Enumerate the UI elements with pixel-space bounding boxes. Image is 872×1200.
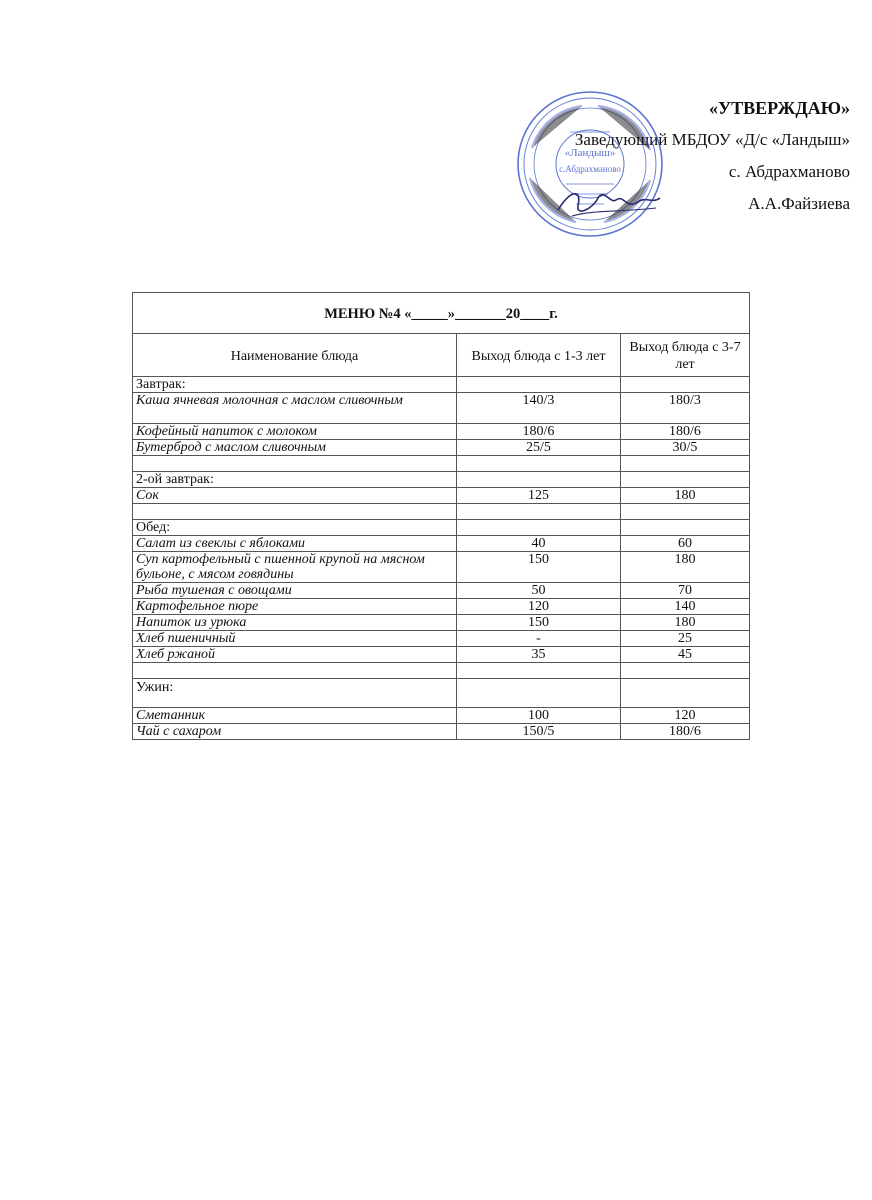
section-row xyxy=(133,377,750,393)
table-row xyxy=(133,724,750,740)
dish-name: Сок xyxy=(133,488,457,504)
approval-block xyxy=(575,92,850,220)
section-name: 2-ой завтрак: xyxy=(133,472,457,488)
blank-cell xyxy=(457,456,621,472)
blank-cell xyxy=(133,504,457,520)
yield-3-7: 30/5 xyxy=(621,440,750,456)
section-name: Ужин: xyxy=(133,679,457,708)
yield-1-3: 25/5 xyxy=(457,440,621,456)
table-row xyxy=(133,393,750,424)
section-name: Обед: xyxy=(133,520,457,536)
dish-name: Сметанник xyxy=(133,708,457,724)
yield-1-3: 100 xyxy=(457,708,621,724)
yield-3-7: 180/3 xyxy=(621,393,750,424)
table-row xyxy=(133,424,750,440)
section-empty-cell xyxy=(457,472,621,488)
section-row xyxy=(133,679,750,708)
table-row xyxy=(133,552,750,583)
dish-name: Картофельное пюре xyxy=(133,599,457,615)
yield-1-3: 180/6 xyxy=(457,424,621,440)
yield-3-7: 180/6 xyxy=(621,424,750,440)
stamp-inner-place: с.Абдрахманово xyxy=(559,164,621,174)
blank-row xyxy=(133,504,750,520)
yield-1-3: - xyxy=(457,631,621,647)
yield-3-7: 140 xyxy=(621,599,750,615)
dish-name: Каша ячневая молочная с маслом сливочным xyxy=(133,393,457,424)
table-row xyxy=(133,440,750,456)
yield-1-3: 35 xyxy=(457,647,621,663)
section-empty-cell xyxy=(457,679,621,708)
yield-3-7: 180 xyxy=(621,488,750,504)
menu-table xyxy=(132,292,750,740)
section-name: Завтрак: xyxy=(133,377,457,393)
table-row xyxy=(133,536,750,552)
yield-1-3: 50 xyxy=(457,583,621,599)
dish-name: Хлеб пшеничный xyxy=(133,631,457,647)
section-empty-cell xyxy=(621,377,750,393)
dish-name: Бутерброд с маслом сливочным xyxy=(133,440,457,456)
blank-row xyxy=(133,663,750,679)
dish-name: Кофейный напиток с молоком xyxy=(133,424,457,440)
approval-title: «УТВЕРЖДАЮ» xyxy=(708,98,850,118)
table-row xyxy=(133,647,750,663)
approval-village: с. Абдрахманово xyxy=(728,162,850,181)
blank-cell xyxy=(457,663,621,679)
blank-cell xyxy=(133,456,457,472)
table-row xyxy=(133,708,750,724)
yield-3-7: 120 xyxy=(621,708,750,724)
section-row xyxy=(133,472,750,488)
yield-3-7: 60 xyxy=(621,536,750,552)
stamp-inner-name: «Ландыш» xyxy=(564,147,616,159)
menu-caption: МЕНЮ №4 «_____»_______20____г. xyxy=(133,293,750,334)
section-empty-cell xyxy=(621,472,750,488)
yield-1-3: 125 xyxy=(457,488,621,504)
table-header-row xyxy=(133,334,750,377)
yield-1-3: 150 xyxy=(457,552,621,583)
section-row xyxy=(133,520,750,536)
section-empty-cell xyxy=(457,520,621,536)
section-empty-cell xyxy=(621,520,750,536)
yield-3-7: 180 xyxy=(621,615,750,631)
yield-1-3: 40 xyxy=(457,536,621,552)
yield-1-3: 150/5 xyxy=(457,724,621,740)
section-empty-cell xyxy=(621,679,750,708)
dish-name: Суп картофельный с пшенной крупой на мясном бульоне, с мясом говядины xyxy=(133,552,457,583)
blank-row xyxy=(133,456,750,472)
approval-position: Заведующий МБДОУ «Д/с «Ландыш» xyxy=(574,130,850,149)
blank-cell xyxy=(133,663,457,679)
header-yield-1-3: Выход блюда с 1-3 лет xyxy=(457,334,621,377)
section-empty-cell xyxy=(457,377,621,393)
blank-cell xyxy=(621,456,750,472)
header-yield-3-7: Выход блюда с 3-7 лет xyxy=(621,334,750,377)
approval-signatory: А.А.Файзиева xyxy=(748,194,850,213)
yield-3-7: 180 xyxy=(621,552,750,583)
blank-cell xyxy=(621,504,750,520)
yield-3-7: 70 xyxy=(621,583,750,599)
table-row xyxy=(133,599,750,615)
blank-cell xyxy=(457,504,621,520)
dish-name: Напиток из урюка xyxy=(133,615,457,631)
table-row xyxy=(133,488,750,504)
yield-3-7: 25 xyxy=(621,631,750,647)
yield-3-7: 45 xyxy=(621,647,750,663)
table-row xyxy=(133,583,750,599)
table-row xyxy=(133,615,750,631)
dish-name: Чай с сахаром xyxy=(133,724,457,740)
dish-name: Хлеб ржаной xyxy=(133,647,457,663)
header-dish-name: Наименование блюда xyxy=(133,334,457,377)
yield-1-3: 120 xyxy=(457,599,621,615)
blank-cell xyxy=(621,663,750,679)
dish-name: Рыба тушеная с овощами xyxy=(133,583,457,599)
yield-3-7: 180/6 xyxy=(621,724,750,740)
yield-1-3: 150 xyxy=(457,615,621,631)
dish-name: Салат из свеклы с яблоками xyxy=(133,536,457,552)
table-row xyxy=(133,631,750,647)
yield-1-3: 140/3 xyxy=(457,393,621,424)
